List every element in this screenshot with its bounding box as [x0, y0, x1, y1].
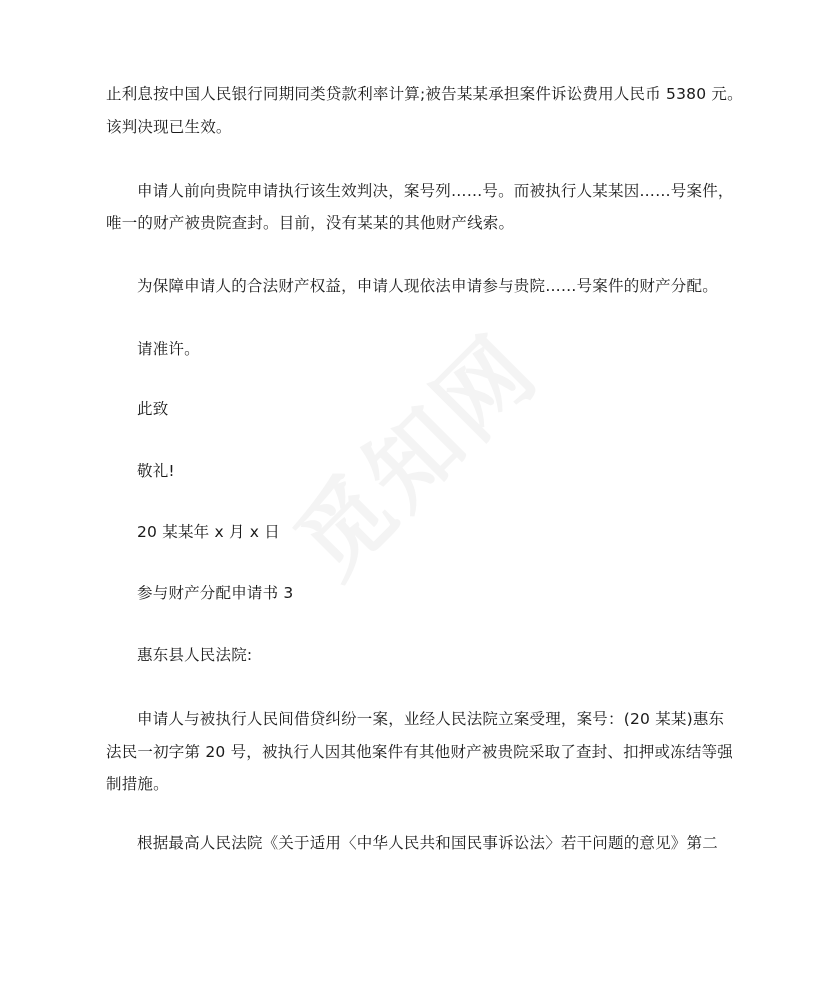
text-line-6: 请准许。	[137, 340, 200, 358]
text-line-8: 敬礼!	[137, 462, 175, 480]
text-line-4: 唯一的财产被贵院查封。目前，没有某某的其他财产线索。	[106, 214, 515, 232]
section-title: 参与财产分配申请书 3	[137, 584, 294, 602]
text-line-13: 法民一初字第 20 号，被执行人因其他案件有其他财产被贵院采取了查封、扣押或冻结等强	[106, 743, 733, 761]
text-line-12: 申请人与被执行人民间借贷纠纷一案，业经人民法院立案受理，案号：(20 某某)惠东	[137, 710, 725, 728]
date-line: 20 某某年 x 月 x 日	[137, 523, 281, 541]
text-line-3: 申请人前向贵院申请执行该生效判决，案号列……号。而被执行人某某因……号案件，	[137, 182, 734, 200]
addressee: 惠东县人民法院:	[137, 646, 253, 664]
text-line-15: 根据最高人民法院《关于适用〈中华人民共和国民事诉讼法〉若干问题的意见》第二	[137, 834, 718, 852]
text-line-2: 该判决现已生效。	[106, 118, 232, 136]
text-line-1: 止利息按中国人民银行同期同类贷款利率计算;被告某某承担案件诉讼费用人民币 5380 元。	[106, 85, 743, 103]
watermark: 觅知网	[275, 314, 560, 599]
text-line-5: 为保障申请人的合法财产权益，申请人现依法申请参与贵院……号案件的财产分配。	[137, 277, 718, 295]
text-line-7: 此致	[137, 400, 169, 418]
text-line-14: 制措施。	[106, 775, 169, 793]
